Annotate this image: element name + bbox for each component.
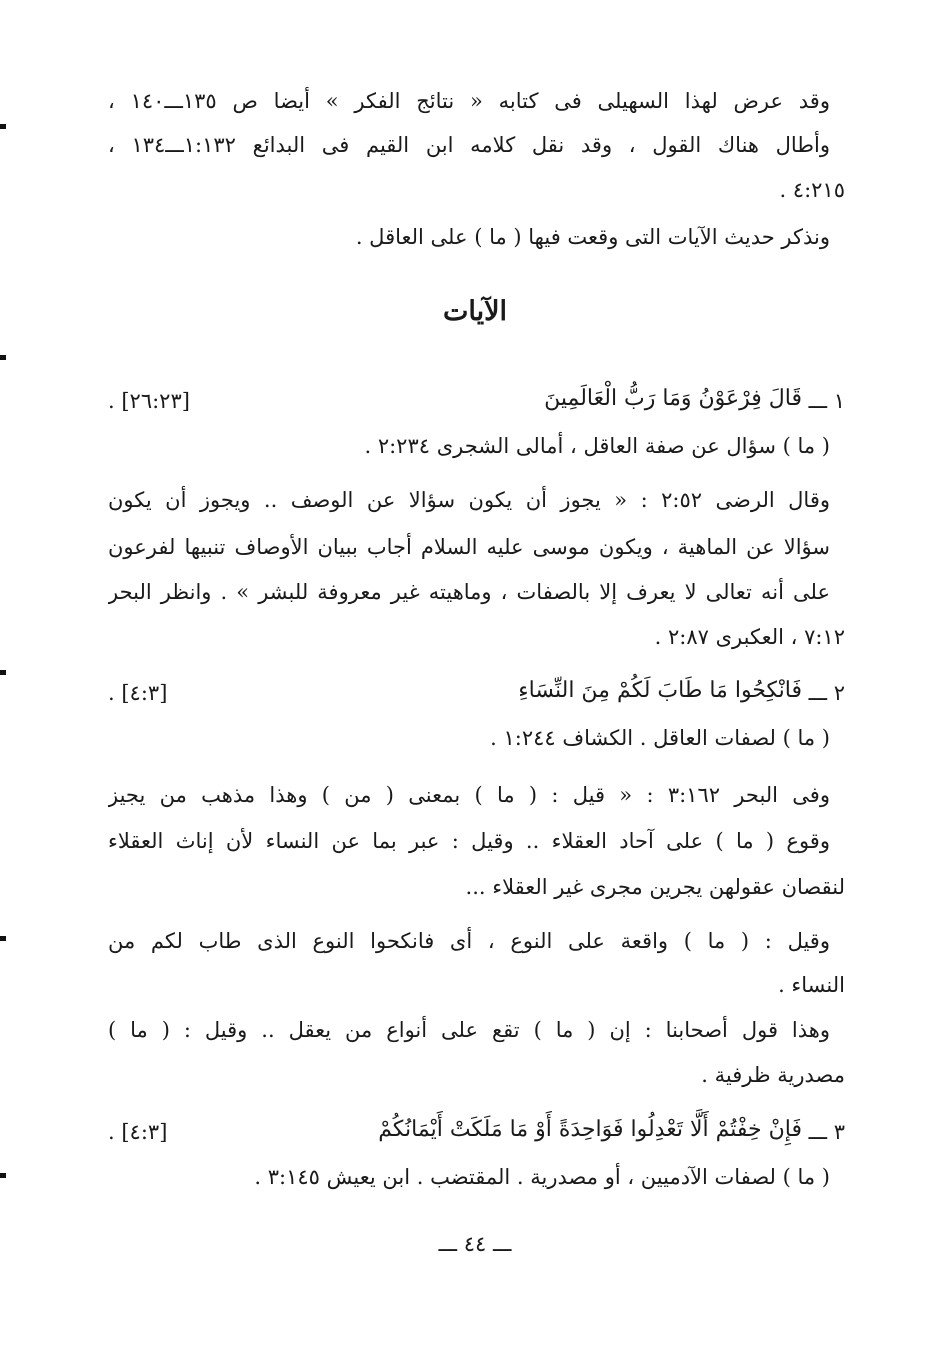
- entry-note: ( ما ) سؤال عن صفة العاقل ، أمالى الشجرى ٢:٢٣٤ .: [364, 434, 830, 458]
- intro-line: وقد عرض لهذا السهيلى فى كتابه « نتائج الفكر » أيضا ص ١٣٥ـــ١٤٠ ،: [108, 89, 830, 113]
- verse-reference: . [٤:٣]: [108, 681, 168, 705]
- quran-verse: فَانْكِحُوا مَا طَابَ لَكُمْ مِنَ النِّسَاءِ: [518, 678, 802, 703]
- scan-edge-mark: [0, 936, 6, 941]
- scan-edge-mark: [0, 355, 6, 360]
- scan-edge-mark: [0, 1173, 6, 1178]
- commentary-line: النساء .: [778, 973, 845, 997]
- entry-number: ٣ ـــ: [808, 1120, 845, 1144]
- commentary-line: لنقصان عقولهن يجرين مجرى غير العقلاء ...: [465, 875, 845, 899]
- entry-note: ( ما ) لصفات العاقل . الكشاف ١:٢٤٤ .: [490, 726, 830, 750]
- commentary-line: سؤالا عن الماهية ، ويكون موسى عليه السلام أجاب ببيان الأوصاف تنبيها لفرعون: [108, 535, 830, 559]
- intro-line: ونذكر حديث الآيات التى وقعت فيها ( ما ) على العاقل .: [355, 225, 830, 249]
- commentary-line: مصدرية ظرفية .: [701, 1063, 845, 1087]
- verse-reference: . [٤:٣]: [108, 1120, 168, 1144]
- section-heading: الآيات: [442, 296, 508, 327]
- commentary-line: وفى البحر ٣:١٦٢ : « قيل : ( ما ) بمعنى ( من ) وهذا مذهب من يجيز: [108, 783, 830, 807]
- commentary-line: ٧:١٢ ، العكبرى ٢:٨٧ .: [654, 625, 845, 649]
- commentary-line: وقال الرضى ٢:٥٢ : « يجوز أن يكون سؤالا عن الوصف .. ويجوز أن يكون: [108, 488, 830, 512]
- commentary-line: على أنه تعالى لا يعرف إلا بالصفات ، وماهيته غير معروفة للبشر » . وانظر البحر: [108, 580, 830, 604]
- commentary-line: وقوع ( ما ) على آحاد العقلاء .. وقيل : عبر بما عن النساء لأن إناث العقلاء: [108, 829, 830, 853]
- entry-number: ١ ـــ: [808, 389, 845, 413]
- intro-line: ٤:٢١٥ .: [779, 178, 845, 202]
- commentary-line: وقيل : ( ما ) واقعة على النوع ، أى فانكحوا النوع الذى طاب لكم من: [108, 929, 830, 953]
- commentary-line: وهذا قول أصحابنا : إن ( ما ) تقع على أنواع من يعقل .. وقيل : ( ما ): [108, 1018, 830, 1042]
- intro-line: وأطال هناك القول ، وقد نقل كلامه ابن القيم فى البدائع ١:١٣٢ـــ١٣٤ ،: [108, 133, 830, 157]
- scan-edge-mark: [0, 670, 6, 675]
- entry-note: ( ما ) لصفات الآدميين ، أو مصدرية . المقتضب . ابن يعيش ٣:١٤٥ .: [254, 1165, 830, 1189]
- scan-edge-mark: [0, 124, 6, 129]
- verse-reference: . [٢٦:٢٣]: [108, 389, 190, 413]
- entry-number: ٢ ـــ: [808, 681, 845, 705]
- quran-verse: قَالَ فِرْعَوْنُ وَمَا رَبُّ الْعَالَمِينَ: [544, 386, 802, 411]
- quran-verse: فَإِنْ خِفْتُمْ أَلَّا تَعْدِلُوا فَوَاحِدَةً أَوْ مَا مَلَكَتْ أَيْمَانُكُمْ: [378, 1117, 802, 1142]
- page-number: ـــ ٤٤ ـــ: [438, 1232, 512, 1256]
